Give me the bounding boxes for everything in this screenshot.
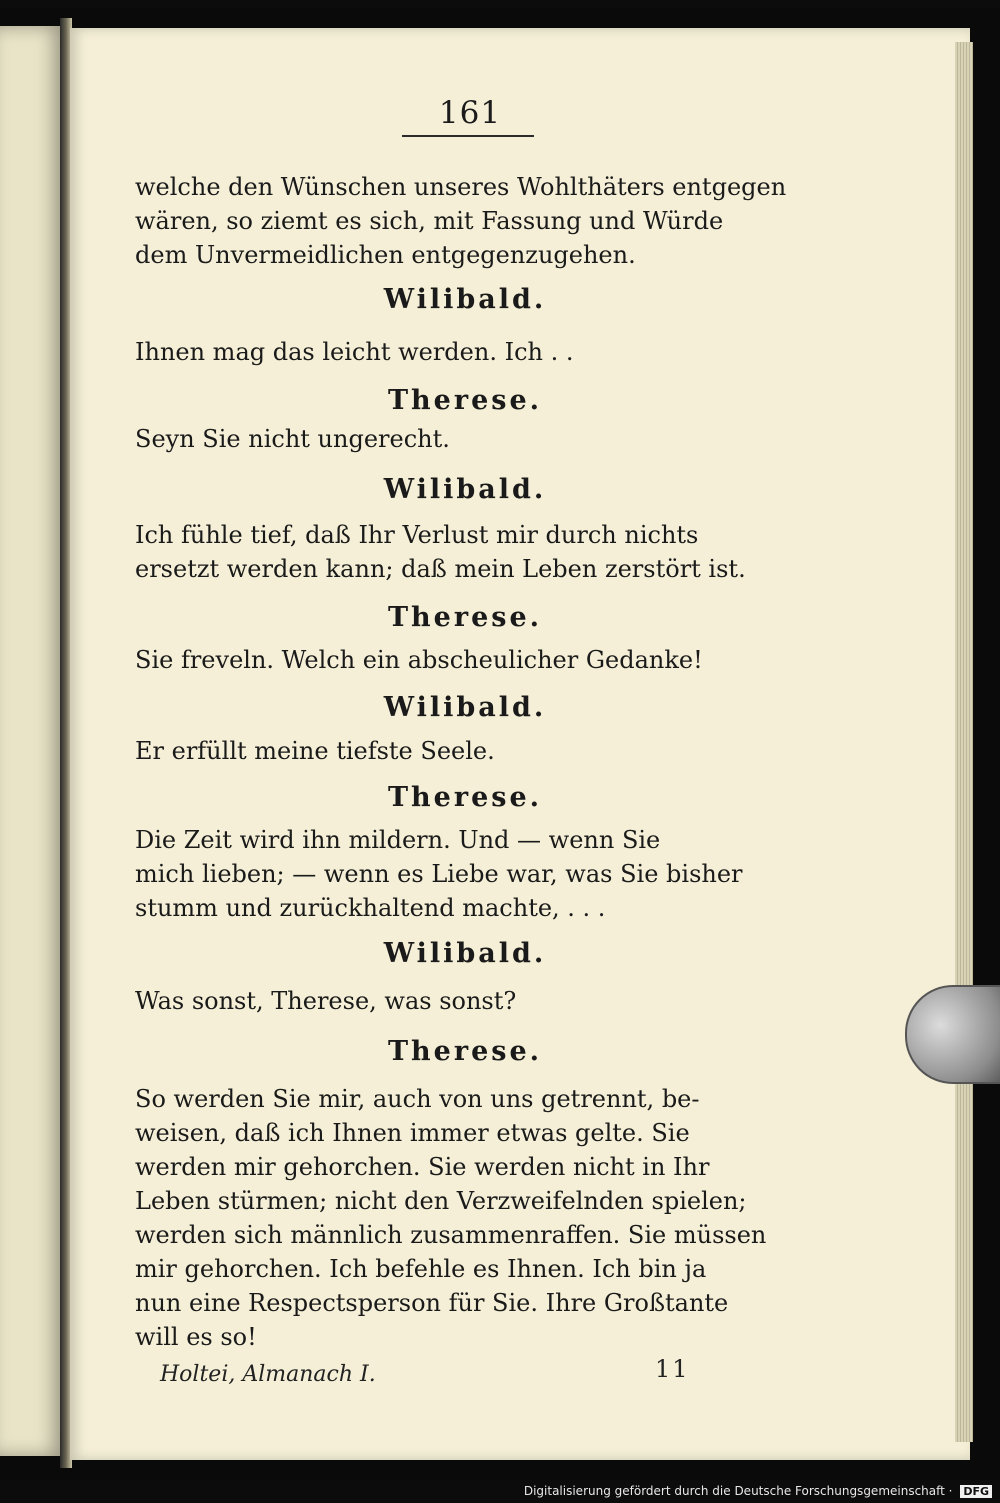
text-line: stumm und zurückhaltend machte, . . . [135, 894, 606, 922]
page-number-rule [402, 135, 534, 137]
text-line: weisen, daß ich Ihnen immer etwas gelte. Sie [135, 1119, 690, 1147]
dialogue-paragraph [135, 422, 795, 456]
speaker-name: Wilibald. [383, 284, 547, 315]
left-page-edge [0, 26, 64, 1456]
speaker-name: Therese. [387, 1036, 543, 1067]
speaker-name: Wilibald. [383, 692, 547, 723]
dialogue-paragraph [135, 734, 795, 768]
dialogue-paragraph [135, 643, 795, 677]
text-line: werden mir gehorchen. Sie werden nicht in Ihr [135, 1153, 710, 1181]
dfg-logo: DFG [960, 1485, 992, 1498]
text-line: nun eine Respectsperson für Sie. Ihre Großtante [135, 1289, 729, 1317]
speaker-name: Therese. [387, 602, 543, 633]
speaker-name: Therese. [387, 385, 543, 416]
text-line: So werden Sie mir, auch von uns getrennt, be- [135, 1085, 700, 1113]
page-edges [955, 42, 973, 1442]
text-line: Leben stürmen; nicht den Verzweifelnden spielen; [135, 1187, 747, 1215]
speaker-name: Therese. [387, 782, 543, 813]
speaker-name: Wilibald. [383, 474, 547, 505]
text-line: mich lieben; — wenn es Liebe war, was Sie bisher [135, 860, 743, 888]
text-line: Ihnen mag das leicht werden. Ich . . [135, 338, 574, 366]
dialogue-paragraph [135, 984, 795, 1018]
text-line: wären, so ziemt es sich, mit Fassung und Würde [135, 207, 724, 235]
page-clip-icon [905, 985, 1000, 1084]
digitization-credit [524, 1484, 992, 1498]
dialogue-paragraph [135, 170, 795, 272]
text-line: Seyn Sie nicht ungerecht. [135, 425, 450, 453]
dialogue-paragraph [135, 518, 795, 586]
text-line: Ich fühle tief, daß Ihr Verlust mir durch nichts [135, 521, 699, 549]
text-line: Was sonst, Therese, was sonst? [135, 987, 517, 1015]
credit-text: Digitalisierung gefördert durch die Deutsche Forschungsgemeinschaft · [523, 1484, 953, 1498]
text-line: dem Unvermeidlichen entgegenzugehen. [135, 241, 636, 269]
signature-title: Holtei, Almanach I. [160, 1362, 376, 1387]
text-line: Die Zeit wird ihn mildern. Und — wenn Sie [135, 826, 661, 854]
text-line: werden sich männlich zusammenraffen. Sie müssen [135, 1221, 767, 1249]
dialogue-paragraph [135, 335, 795, 369]
signature-mark: 11 [655, 1355, 690, 1383]
text-line: will es so! [135, 1323, 257, 1351]
speaker-name: Wilibald. [383, 938, 547, 969]
text-line: Sie freveln. Welch ein abscheulicher Gedanke! [135, 646, 703, 674]
text-line: welche den Wünschen unseres Wohlthäters entgegen [135, 173, 787, 201]
text-line: mir gehorchen. Ich befehle es Ihnen. Ich bin ja [135, 1255, 707, 1283]
dialogue-paragraph [135, 1082, 795, 1354]
dialogue-paragraph [135, 823, 795, 925]
text-line: Er erfüllt meine tiefste Seele. [135, 737, 495, 765]
page-number: 161 [438, 95, 502, 131]
text-line: ersetzt werden kann; daß mein Leben zerstört ist. [135, 555, 746, 583]
